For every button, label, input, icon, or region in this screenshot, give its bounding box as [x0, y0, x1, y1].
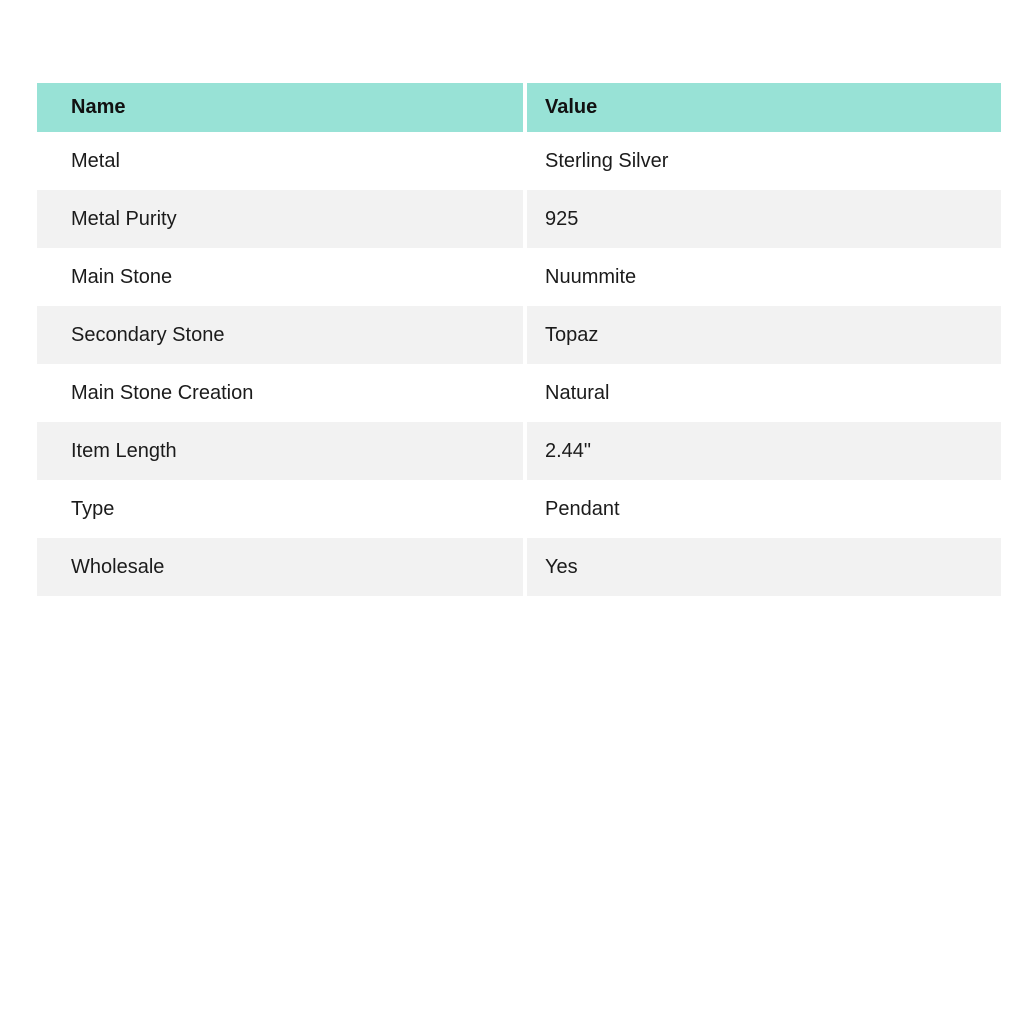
spec-name: Metal [37, 132, 523, 190]
header-row [37, 83, 1001, 132]
table-row [37, 422, 1001, 480]
spec-name: Item Length [37, 422, 523, 480]
column-header-name: Name [37, 83, 523, 132]
table-row [37, 364, 1001, 422]
spec-value: Topaz [523, 306, 1001, 364]
table-row [37, 248, 1001, 306]
table-row [37, 306, 1001, 364]
spec-value: Yes [523, 538, 1001, 596]
spec-value: 925 [523, 190, 1001, 248]
spec-value: Natural [523, 364, 1001, 422]
spec-table [37, 83, 1001, 596]
spec-table-header [37, 83, 1001, 132]
table-row [37, 132, 1001, 190]
spec-value: Nuummite [523, 248, 1001, 306]
spec-name: Type [37, 480, 523, 538]
table-row [37, 538, 1001, 596]
spec-table-container [37, 83, 1001, 596]
spec-name: Main Stone Creation [37, 364, 523, 422]
spec-table-body [37, 132, 1001, 596]
table-row [37, 480, 1001, 538]
column-header-value: Value [523, 83, 1001, 132]
spec-value: Sterling Silver [523, 132, 1001, 190]
spec-name: Secondary Stone [37, 306, 523, 364]
spec-value: Pendant [523, 480, 1001, 538]
spec-name: Wholesale [37, 538, 523, 596]
spec-name: Main Stone [37, 248, 523, 306]
spec-value: 2.44" [523, 422, 1001, 480]
table-row [37, 190, 1001, 248]
spec-name: Metal Purity [37, 190, 523, 248]
